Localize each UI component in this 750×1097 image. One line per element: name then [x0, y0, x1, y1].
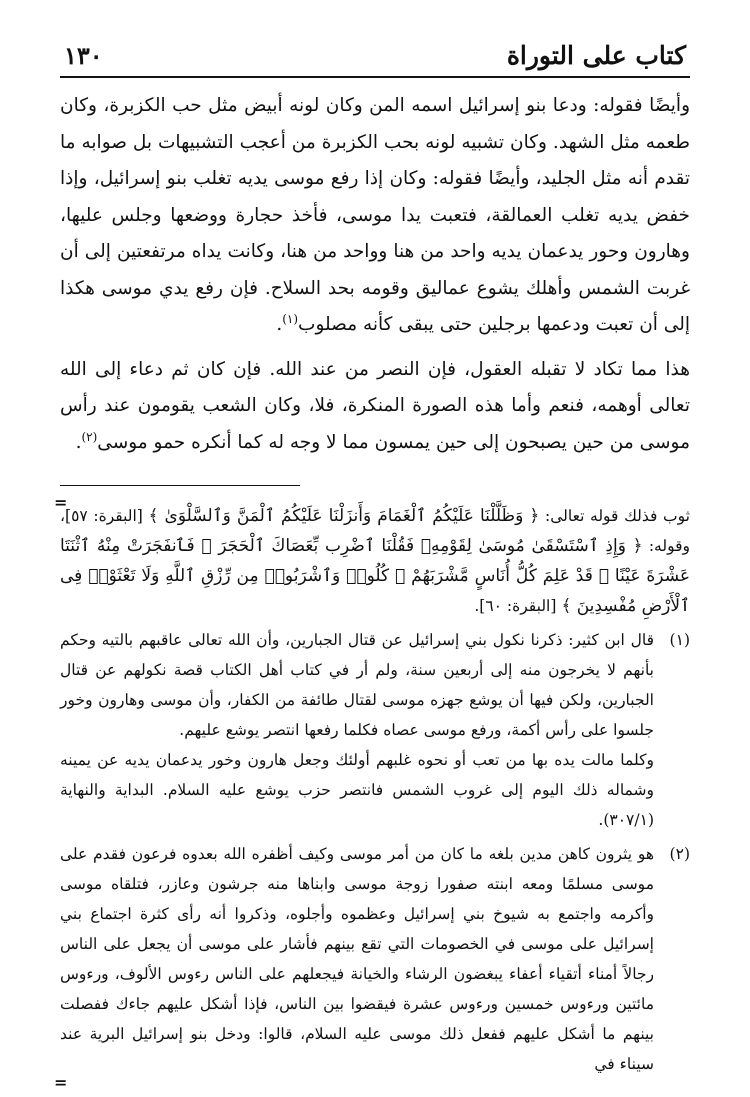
footnote-2 — [60, 839, 690, 1079]
footnote-number: (١) — [669, 631, 690, 649]
main-paragraph — [60, 352, 690, 462]
verse-intro: وقوله: — [648, 537, 690, 555]
footnote-number: (٢) — [669, 845, 690, 863]
footnotes — [54, 493, 690, 1093]
main-text — [60, 88, 690, 461]
paragraph-text: هذا مما تكاد لا تقبله العقول، فإن النصر من عند الله. فإن كان ثم دعاء إلى الله تعالى أوهمه، فنعم وأما هذه الصورة المنكرة، فلا، وكان الشعب يقومون عند رأس موسى من حين يصبحون إلى حين يمسون مما لا وجه له كما أنكره حمو موسى — [60, 358, 690, 453]
paragraph-text: وأيضًا فقوله: ودعا بنو إسرائيل اسمه المن وكان لونه أبيض مثل حب الكزبرة، وكان طعمه مثل الشهد. وكان تشبيه لونه بحب الكزبرة من أعجب التشبيهات بل صوابه ما تقدم أنه مثل الجليد، وأيضًا فقوله: وكان إذا رفع موسى يديه تغلب بنو إسرائيل، وإذا خفض يديه تغلب العمالقة، فتعبت يدا موسى، فأخذ حجارة ووضعها وجلس عليها، وهارون وحور يدعمان يديه واحد من هنا وواحد من هنا، وكانت يداه مرتفعتين إلى أن غربت الشمس وأهلك يشوع عماليق وقومه بحد السلاح. فإن رفع يدي موسى هكذا إلى أن تعبت ودعمها برجلين حتى يبقى كأنه مصلوب — [60, 95, 690, 335]
quran-verse: ﴿ وَظَلَّلْنَا عَلَيْكُمُ ٱلْغَمَامَ وَأَنزَلْنَا عَلَيْكُمُ ٱلْمَنَّ وَٱلسَّلْوَىٰ ﴾ — [148, 506, 540, 526]
page-title: كتاب على التوراة — [506, 41, 686, 70]
footnote-text: وكلما مالت يده بها من تعب أو نحوه غلبهم أولئك وجعل هارون وخور يدعمان يديه عن يمينه وشماله ذلك اليوم إلى غروب الشمس فانتصر حزب يوشع عليه السلام. البداية والنهاية (٣٠٧/١). — [60, 751, 654, 829]
main-paragraph — [60, 88, 690, 344]
footnote-separator-area — [60, 461, 690, 501]
page-header — [60, 40, 690, 78]
paragraph-end: . — [276, 314, 283, 335]
quran-verse: ﴿ وَإِذِ ٱسْتَسْقَىٰ مُوسَىٰ لِقَوْمِهِۦ فَقُلْنَا ٱضْرِب بِّعَصَاكَ ٱلْحَجَرَ ۖ فَٱنفَجَرَتْ مِنْهُ ٱثْنَتَا عَشْرَةَ عَيْنًا ۖ قَدْ عَلِمَ كُلُّ أُنَاسٍ مَّشْرَبَهُمْ ۖ كُلُوا۟ وَٱشْرَبُوا۟ مِن رِّزْقِ ٱللَّهِ وَلَا تَعْثَوْا۟ فِى ٱلْأَرْضِ مُفْسِدِينَ ﴾ — [60, 536, 690, 616]
footnote-ref[interactable]: (١) — [282, 311, 299, 326]
footnote-text: هو يثرون كاهن مدين بلغه ما كان من أمر موسى وكيف أظفره الله بعدوه فرعون فقدم على موسى مسلمًا ومعه ابنته صفورا زوجة موسى وابناها منه جرشون وعازر، فتلقاه موسى وأكرمه واجتمع به شيوخ بني إسرائيل وعظموه وأجلوه، وذكروا أنه رأى كثرة اجتماع بني إسرائيل على موسى في الخصومات التي تقع بينهم فأشار على موسى أن يجعل على الناس رجالاً أمناء أتقياء أعفاء يبغضون الرشاء والخيانة فيجعلهم على الناس رءوس الألوف، ورءوس مائتين ورءوس خمسين ورءوس عشرة فيقضوا بين الناس، فإذا أشكل عليهم جاءك ففصلت بينهم ما أشكل عليهم ففعل ذلك موسى عليه السلام، قالوا: ودخل بنو إسرائيل البرية عند سيناء في — [60, 845, 654, 1073]
footnote-ref[interactable]: (٢) — [81, 429, 98, 444]
page-number: ١٣٠ — [64, 41, 103, 70]
verse-reference: [البقرة: ٥٧]، — [60, 507, 143, 525]
footnote-text: قال ابن كثير: ذكرنا نكول بني إسرائيل عن قتال الجبارين، وأن الله تعالى عاقبهم بالتيه وحكم بأنهم لا يخرجون منه إلى أربعين سنة، ولم أر في كتاب أهل الكتاب قصة نكولهم عن قتال الجبارين، ولكن فيها أن يوشع جهزه موسى لقتال طائفة من الكفار، وأن موسى وهارون وخور جلسوا على رأس أكمة، ورفع موسى عصاه فكلما رفعها انتصر يوشع عليهم. — [60, 631, 654, 739]
book-page — [54, 40, 690, 1092]
footnote-continuation — [54, 493, 690, 621]
continuation-mark: = — [54, 493, 68, 512]
verse-reference: [البقرة: ٦٠]. — [474, 597, 557, 615]
paragraph-end: . — [75, 431, 82, 453]
footnote-separator — [60, 485, 300, 486]
continuation-intro: ثوب فذلك قوله تعالى: — [545, 507, 690, 525]
footnote-1 — [60, 625, 690, 835]
continuation-mark: = — [54, 1073, 68, 1092]
footnote-end-area — [54, 1073, 690, 1093]
